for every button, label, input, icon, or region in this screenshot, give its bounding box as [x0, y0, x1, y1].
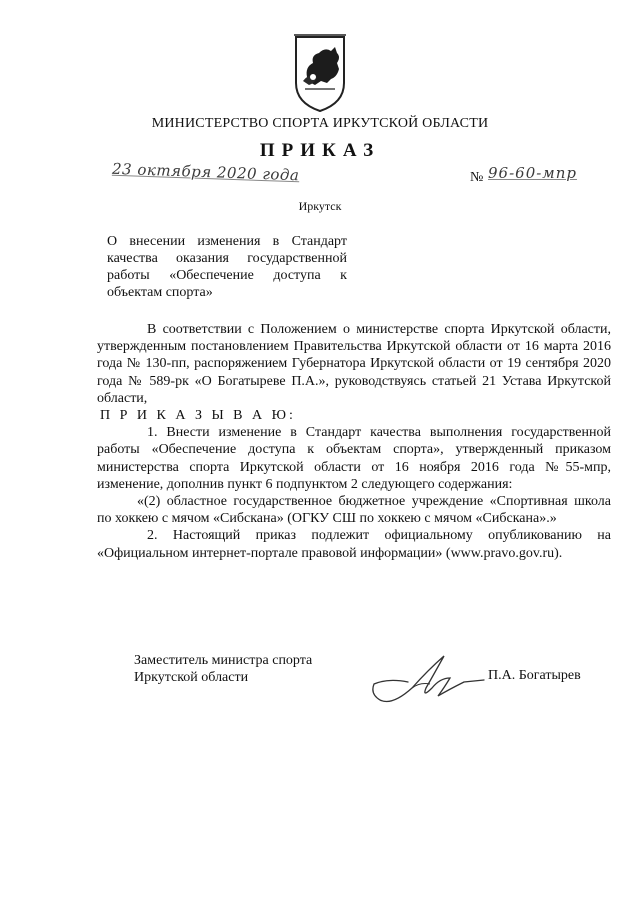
item-2-paragraph: 2. Настоящий приказ подлежит официальному опубликованию на «Официальном интернет-портале правовой информации» (www.pravo.gov.ru).: [97, 528, 611, 561]
document-type: ПРИКАЗ: [259, 140, 381, 161]
preamble-paragraph: В соответствии с Положением о министерстве спорта Иркутской области, утвержденным постановлением Правительства Иркутской области от 16 марта 2016 года № 130-пп, распоряжением Губернатора Иркутской области от 19 сентября 2020 года № 589-рк «О Богатыреве П.А.», руководствуясь статьей 21 Устава Иркутской области,: [97, 322, 611, 406]
signatory-name: П.А. Богатырев: [488, 668, 581, 683]
order-word: П Р И К А З Ы В А Ю:: [100, 408, 296, 424]
item-1-paragraph: 1. Внести изменение в Стандарт качества выполнения государственной работы «Обеспечение доступа к объектам спорта», утвержденный приказом министерства спорта Иркутской области от 16 ноября 2016 года №55-мпр, изменение, дополнив пункт 6 подпунктом 2 следующего содержания:: [97, 425, 611, 492]
coat-of-arms-icon: [291, 33, 349, 113]
quoted-text-paragraph: «(2) областное государственное бюджетное учреждение «Спортивная школа по хоккею с мячом «Сибскана» (ОГКУ СШ по хоккею с мячом «Сибскана».»: [97, 494, 611, 527]
handwritten-date: 23 октября 2020 года: [111, 159, 300, 185]
handwritten-order-number: 96-60-мпр: [488, 164, 578, 182]
handwritten-signature-icon: [368, 648, 486, 710]
position-line-2: Иркутской области: [134, 669, 249, 685]
signatory-position: [134, 653, 312, 686]
number-sign: №: [470, 170, 484, 185]
ministry-title: МИНИСТЕРСТВО СПОРТА ИРКУТСКОЙ ОБЛАСТИ: [151, 116, 489, 131]
order-body: [97, 321, 611, 562]
order-subject: О внесении изменения в Стандарт качества оказания государственной работы «Обеспечение доступа к объектам спорта»: [107, 234, 347, 300]
position-line-1: Заместитель министра спорта: [134, 653, 313, 668]
city-name: Иркутск: [298, 199, 342, 213]
